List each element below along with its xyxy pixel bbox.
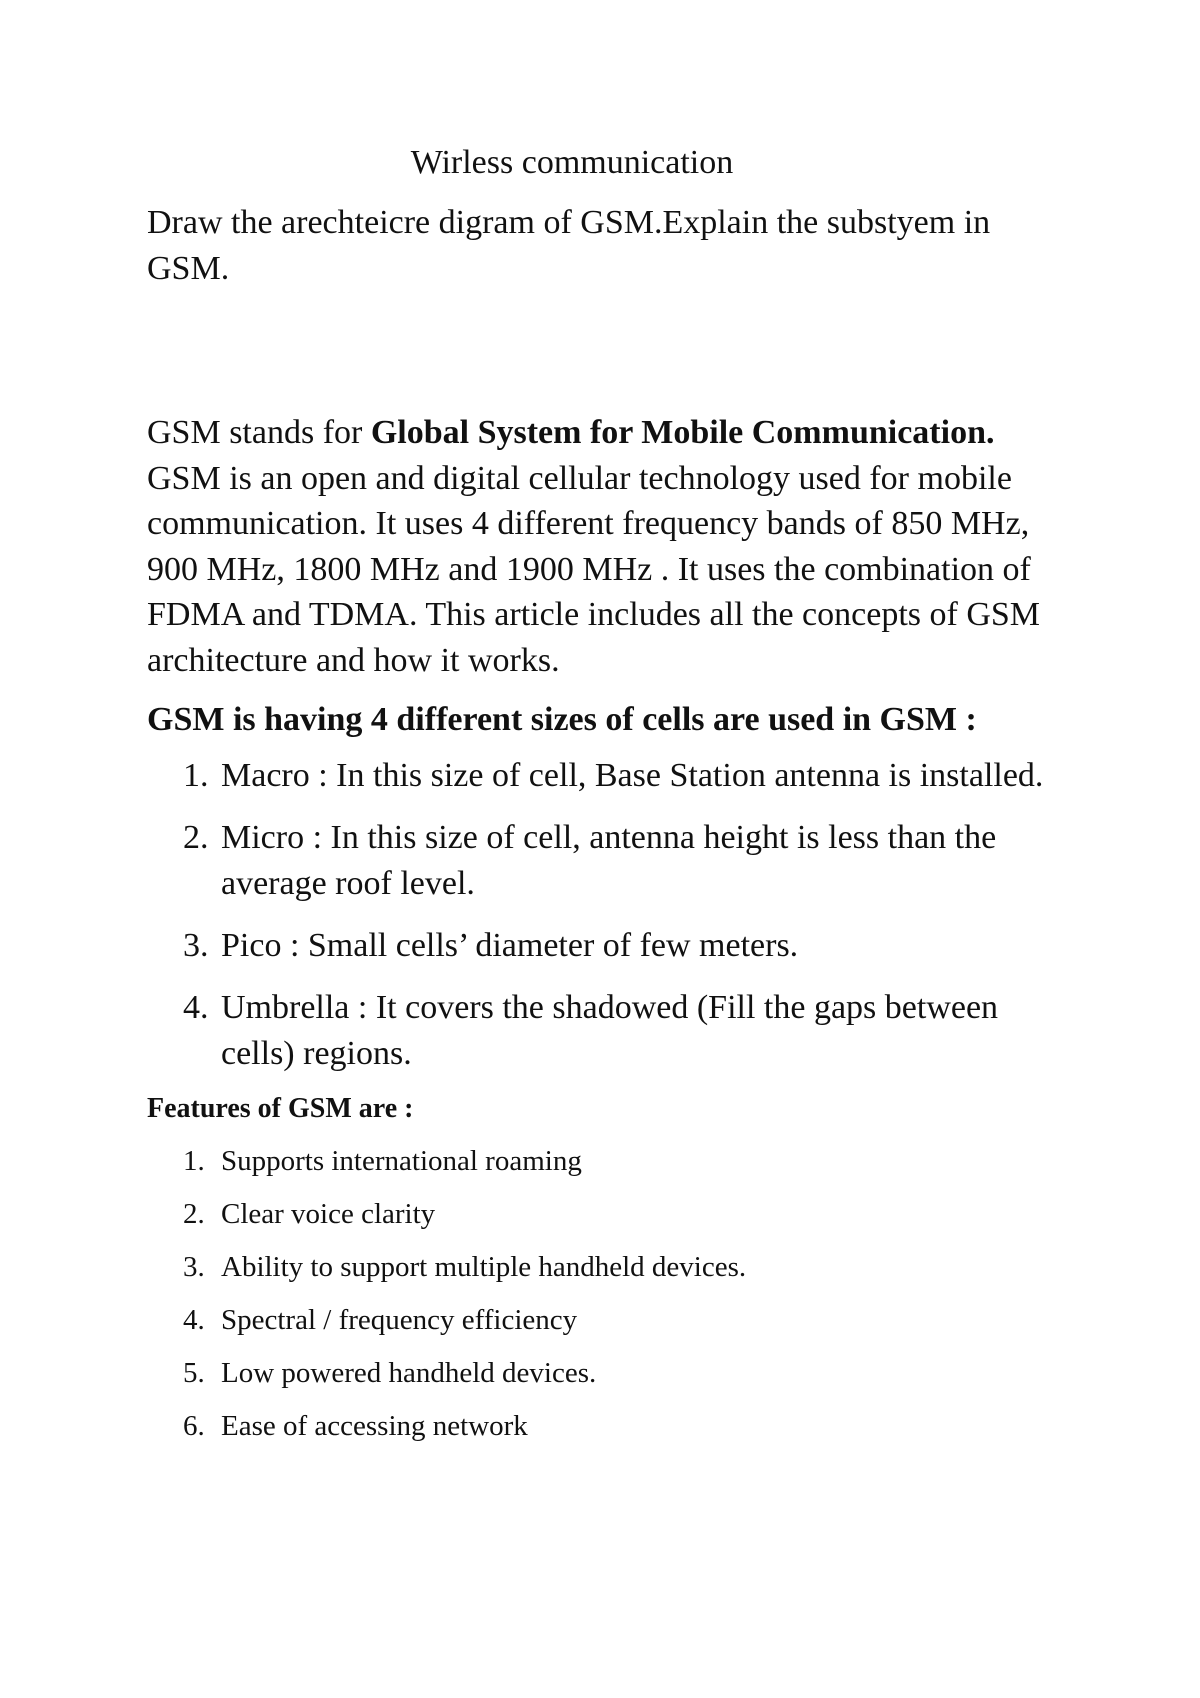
list-item-text: Low powered handheld devices.: [221, 1357, 597, 1389]
intro-prefix: GSM stands for: [147, 414, 371, 451]
list-item: [147, 985, 1067, 1077]
list-item-text: Micro : In this size of cell, antenna height is less than the average roof level.: [221, 819, 997, 902]
list-item: [147, 1300, 1067, 1340]
list-item-text: Pico : Small cells’ diameter of few meters.: [221, 927, 799, 964]
list-item: [147, 1406, 1067, 1446]
list-item-text: Ability to support multiple handheld devices.: [221, 1251, 747, 1283]
blank-space: [147, 292, 1067, 410]
list-item: [147, 1141, 1067, 1181]
list-number: 2.: [183, 819, 209, 856]
question-text: Draw the arechteicre digram of GSM.Explain the substyem in GSM.: [147, 204, 991, 287]
list-item: [147, 1194, 1067, 1234]
list-number: 4.: [183, 1304, 205, 1336]
list-item: [147, 1247, 1067, 1287]
document-page: [147, 140, 1067, 1459]
list-number: 5.: [183, 1357, 205, 1389]
list-item-text: Supports international roaming: [221, 1145, 582, 1177]
list-item: [147, 1353, 1067, 1393]
cells-heading: GSM is having 4 different sizes of cells are used in GSM :: [147, 701, 977, 738]
list-number: 3.: [183, 927, 209, 964]
intro-paragraph: [147, 410, 1067, 683]
document-title: Wirless communication: [410, 144, 734, 181]
list-item-text: Ease of accessing network: [221, 1410, 528, 1442]
list-number: 2.: [183, 1198, 205, 1230]
list-number: 3.: [183, 1251, 205, 1283]
cells-list: [147, 753, 1067, 1077]
list-number: 6.: [183, 1410, 205, 1442]
list-number: 1.: [183, 1145, 205, 1177]
list-item-text: Clear voice clarity: [221, 1198, 436, 1230]
list-item-text: Umbrella : It covers the shadowed (Fill the gaps between cells) regions.: [221, 989, 999, 1072]
list-item-text: Macro : In this size of cell, Base Station antenna is installed.: [221, 757, 1044, 794]
list-item-text: Spectral / frequency efficiency: [221, 1304, 578, 1336]
list-number: 1.: [183, 757, 209, 794]
list-number: 4.: [183, 989, 209, 1026]
list-item: [147, 923, 1067, 969]
list-item: [147, 815, 1067, 907]
list-item: [147, 753, 1067, 799]
features-list: [147, 1141, 1067, 1446]
features-heading: Features of GSM are :: [147, 1093, 414, 1124]
intro-bold-term: Global System for Mobile Communication.: [370, 414, 995, 451]
intro-rest: GSM is an open and digital cellular technology used for mobile communication. It uses 4 different frequency bands of 850 MHz, 900 MHz, 1800 MHz and 1900 MHz . It uses the combination of FDMA and TDMA. This article includes all the concepts of GSM architecture and how it works.: [147, 459, 1041, 679]
